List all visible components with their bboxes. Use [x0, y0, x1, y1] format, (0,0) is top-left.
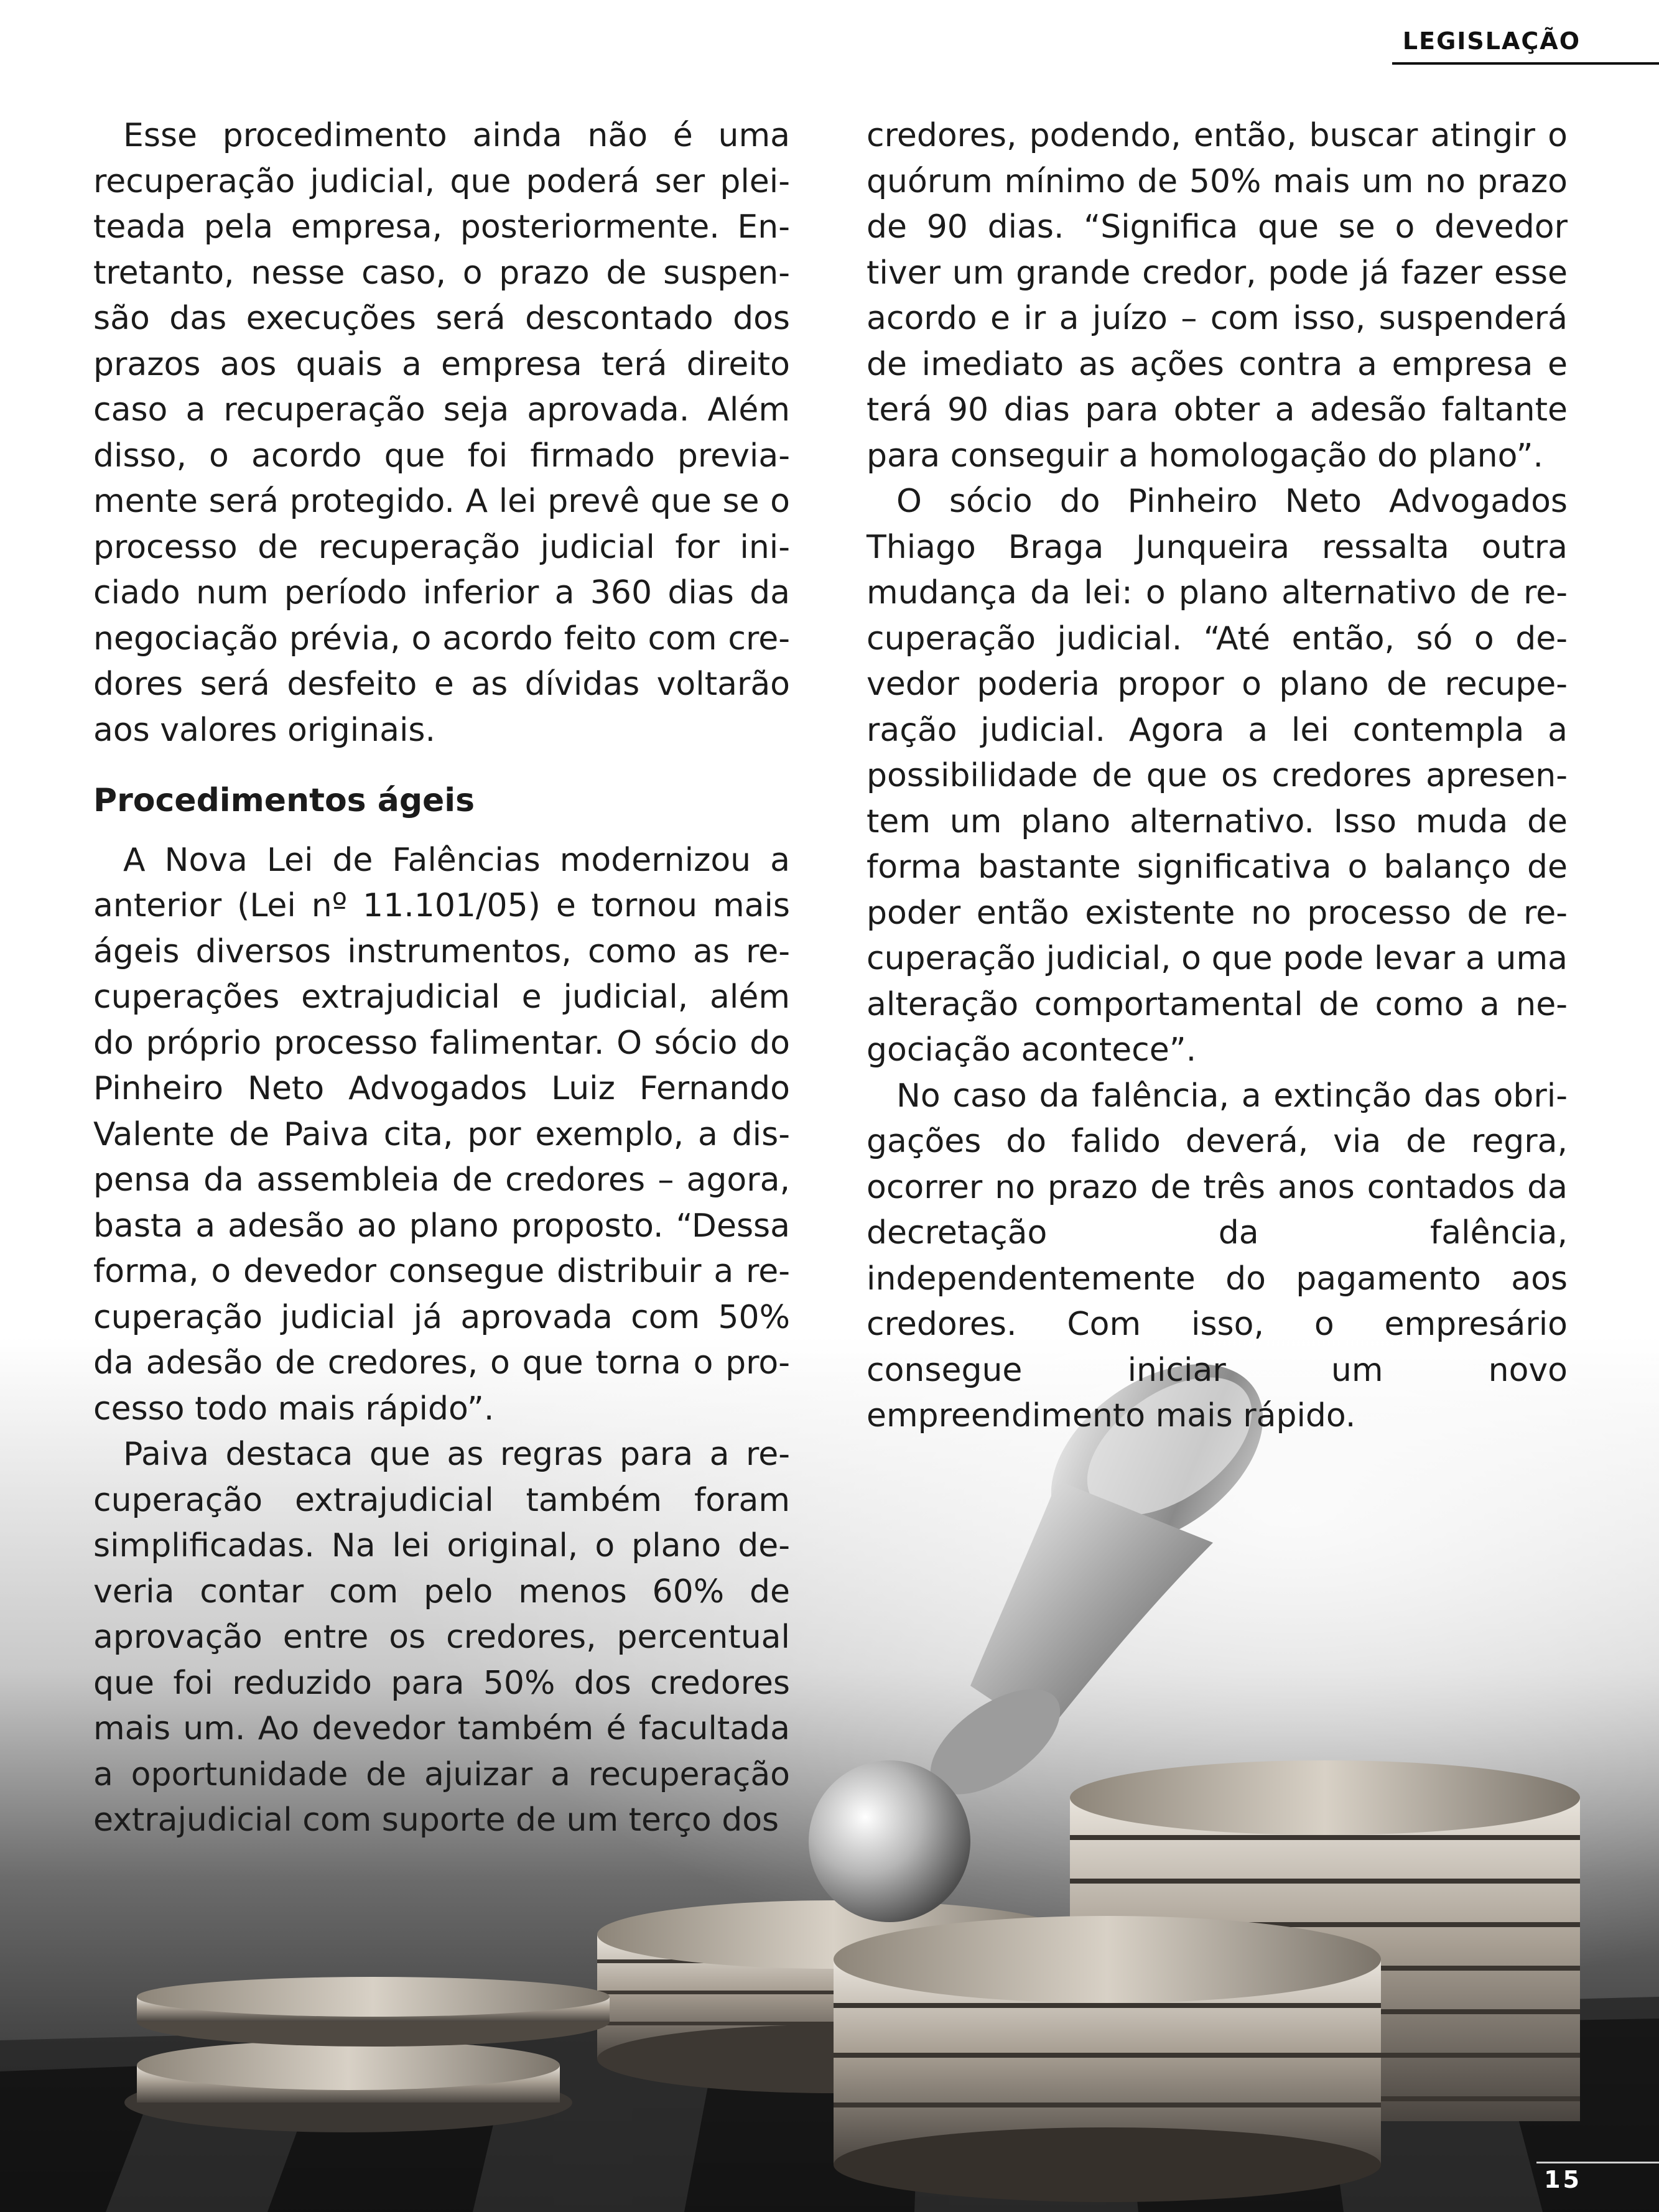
paragraph: Esse procedimento ainda não é uma recuperação judicial, que poderá ser pleiteada pela empresa, posteriormente. Entretanto, nesse caso, o prazo de suspensão das execuções será descontado dos prazos aos quais a empresa terá direito caso a recuperação seja aprovada. Além disso, o acordo que foi firmado previamente será protegido. A lei prevê que se o processo de recuperação judicial for iniciado num período inferior a 360 dias da negociação prévia, o acordo feito com credores será desfeito e as dívidas voltarão aos valores originais. [93, 117, 790, 749]
paragraph: A Nova Lei de Falências modernizou a anterior (Lei nº 11.101/05) e tornou mais ágeis diversos instrumentos, como as recuperações extrajudicial e judicial, além do próprio processo falimentar. O sócio do Pinheiro Neto Advogados Luiz Fernando Valente de Paiva cita, por exemplo, a dispensa da assembleia de credores – agora, basta a adesão ao plano proposto. “Dessa forma, o devedor consegue distribuir a recuperação judicial já aprovada com 50% da adesão de credores, o que torna o processo todo mais rápido”. [93, 841, 790, 1428]
footer-rule [1536, 2162, 1659, 2163]
section-heading: Procedimentos ágeis [93, 782, 475, 819]
section-label: LEGISLAÇÃO [1402, 27, 1581, 55]
paragraph: credores, podendo, então, buscar atingir o quórum mínimo de 50% mais um no prazo de 90 dias. “Significa que se o devedor tiver um grande credor, pode já fazer esse acordo e ir a juízo – com isso, suspenderá de imediato as ações contra a empresa e terá 90 dias para obter a adesão faltante para conseguir a homologação do plano”. [867, 117, 1568, 475]
flat-coin [137, 1977, 610, 2047]
paragraph: Paiva destaca que as regras para a recuperação extrajudicial também foram simplificadas. Na lei original, o plano deveria contar com pelo menos 60% de aprovação entre os credores, percentual que foi reduzido para 50% dos credores mais um. Ao devedor também é facultada a oportunidade de ajuizar a recuperação extrajudicial com suporte de um terço dos [93, 1436, 790, 1839]
right-column [867, 113, 1568, 1439]
coin-stack-front [834, 1916, 1381, 2202]
header-rule [1392, 62, 1659, 65]
paragraph: O sócio do Pinheiro Neto Advogados Thiago Braga Junqueira ressalta outra mudança da lei: o plano alternativo de recuperação judicial. “Até então, só o devedor poderia propor o plano de recuperação judicial. Agora a lei contempla a possibilidade de que os credores apresentem um plano alternativo. Isso muda de forma bastante significativa o balanço de poder então existente no processo de recuperação judicial, o que pode levar a uma alteração comportamental de como a negociação acontece”. [867, 483, 1568, 1069]
paragraph: No caso da falência, a extinção das obrigações do falido deverá, via de regra, ocorrer no prazo de três anos contados da decretação da falência, independentemente do pagamento aos credores. Com isso, o empresário consegue iniciar um novo empreendimento mais rápido. [867, 1077, 1568, 1434]
page-number: 15 [1544, 2166, 1582, 2193]
left-column [93, 113, 790, 1844]
